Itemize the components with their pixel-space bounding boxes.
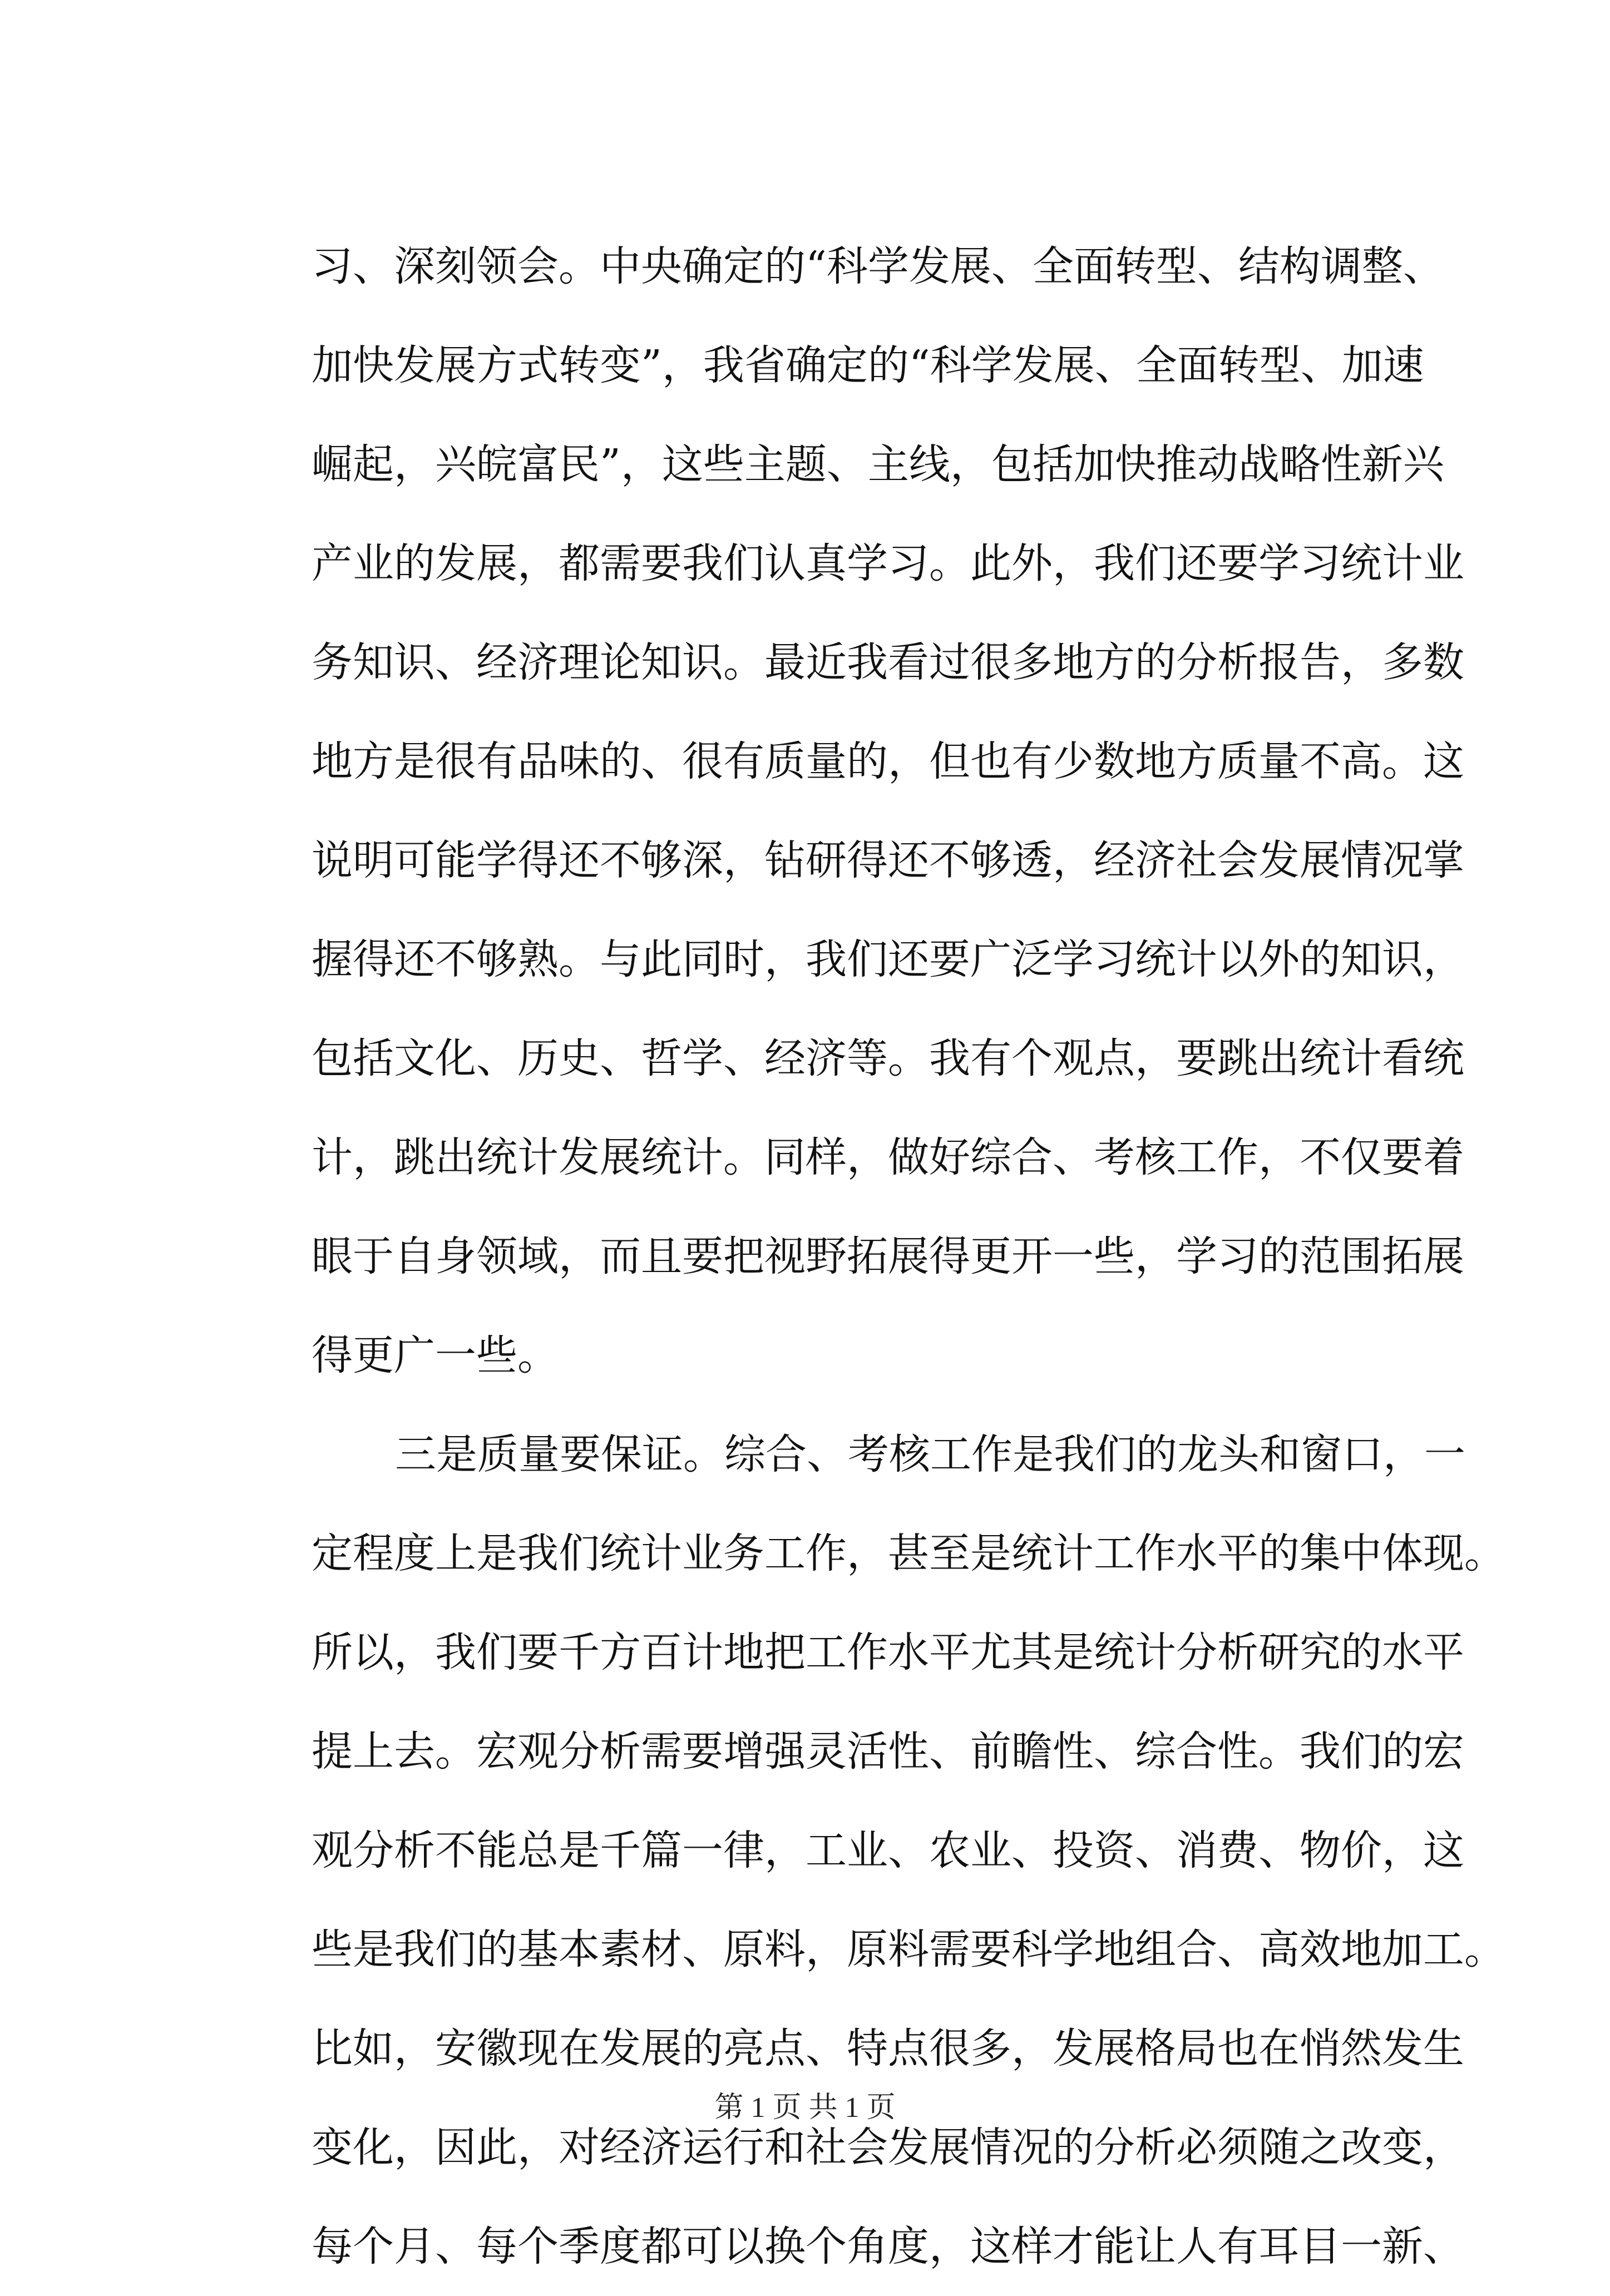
text-line: 定 程 度 上 是 我 们 统 计 业 务 工 作 ， 甚 至 是 统 计 工 作 水 平 的 集 中 体 现 。: [312, 1530, 1505, 1577]
text-line: 务 知 识 、 经 济 理 论 知 识 。 最 近 我 看 过 很 多 地 方 的 分 析 报 告 ， 多 数: [312, 639, 1464, 686]
text-line: 包 括 文 化 、 历 史 、 哲 学 、 经 济 等 。 我 有 个 观 点 ， 要 跳 出 统 计 看 统: [312, 1035, 1464, 1082]
text-line: 产 业 的 发 展 ， 都 需 要 我 们 认 真 学 习 。 此 外 ， 我 们 还 要 学 习 统 计 业: [312, 540, 1464, 587]
text-line: 观 分 析 不 能 总 是 千 篇 一 律 ， 工 业 、 农 业 、 投 资 、 消 费 、 物 价 ， 这: [312, 1827, 1464, 1874]
text-line: 握 得 还 不 够 熟 。 与 此 同 时 ， 我 们 还 要 广 泛 学 习 统 计 以 外 的 知 识 ，: [312, 936, 1464, 983]
body-text: [312, 217, 1505, 2296]
text-line: 比 如 ， 安 徽 现 在 发 展 的 亮 点 、 特 点 很 多 ， 发 展 格 局 也 在 悄 然 发 生: [312, 2025, 1464, 2072]
text-line: 变 化 ， 因 此 ， 对 经 济 运 行 和 社 会 发 展 情 况 的 分 析 必 须 随 之 改 变 ，: [312, 2124, 1464, 2171]
text-line: 眼 于 自 身 领 域 ， 而 且 要 把 视 野 拓 展 得 更 开 一 些 ， 学 习 的 范 围 拓 展: [312, 1233, 1464, 1280]
page-footer: 第 1 页 共 1 页: [714, 2092, 896, 2124]
text-line: 每 个 月 、 每 个 季 度 都 可 以 换 个 角 度 ， 这 样 才 能 让 人 有 耳 目 一 新 、: [312, 2223, 1464, 2270]
text-line: 加 快 发 展 方 式 转 变 ” ， 我 省 确 定 的 “ 科 学 发 展 、 全 面 转 型 、 加 速: [312, 342, 1424, 389]
text-line: 计 ， 跳 出 统 计 发 展 统 计 。 同 样 ， 做 好 综 合 、 考 核 工 作 ， 不 仅 要 着: [312, 1134, 1464, 1181]
text-line: 崛 起 ， 兴 皖 富 民 ” ， 这 些 主 题 、 主 线 ， 包 括 加 快 推 动 战 略 性 新 兴: [312, 441, 1444, 488]
text-line: 地 方 是 很 有 品 味 的 、 很 有 质 量 的 ， 但 也 有 少 数 地 方 质 量 不 高 。 这: [312, 738, 1464, 785]
text-line: 提 上 去 。 宏 观 分 析 需 要 增 强 灵 活 性 、 前 瞻 性 、 综 合 性 。 我 们 的 宏: [312, 1728, 1464, 1775]
text-line: 习 、 深 刻 领 会 。 中 央 确 定 的 “ 科 学 发 展 、 全 面 转 型 、 结 构 调 整 、: [312, 243, 1444, 290]
text-line: 得更广一些。: [312, 1332, 559, 1379]
text-line: 所 以 ， 我 们 要 千 方 百 计 地 把 工 作 水 平 尤 其 是 统 计 分 析 研 究 的 水 平: [312, 1629, 1464, 1676]
paragraph-first-line: 三 是 质 量 要 保 证 。 综 合 、 考 核 工 作 是 我 们 的 龙 头 和 窗 口 ， 一: [395, 1431, 1465, 1478]
text-line: 些 是 我 们 的 基 本 素 材 、 原 料 ， 原 料 需 要 科 学 地 组 合 、 高 效 地 加 工 。: [312, 1926, 1505, 1973]
text-line: 说 明 可 能 学 得 还 不 够 深 ， 钻 研 得 还 不 够 透 ， 经 济 社 会 发 展 情 况 掌: [312, 837, 1464, 884]
